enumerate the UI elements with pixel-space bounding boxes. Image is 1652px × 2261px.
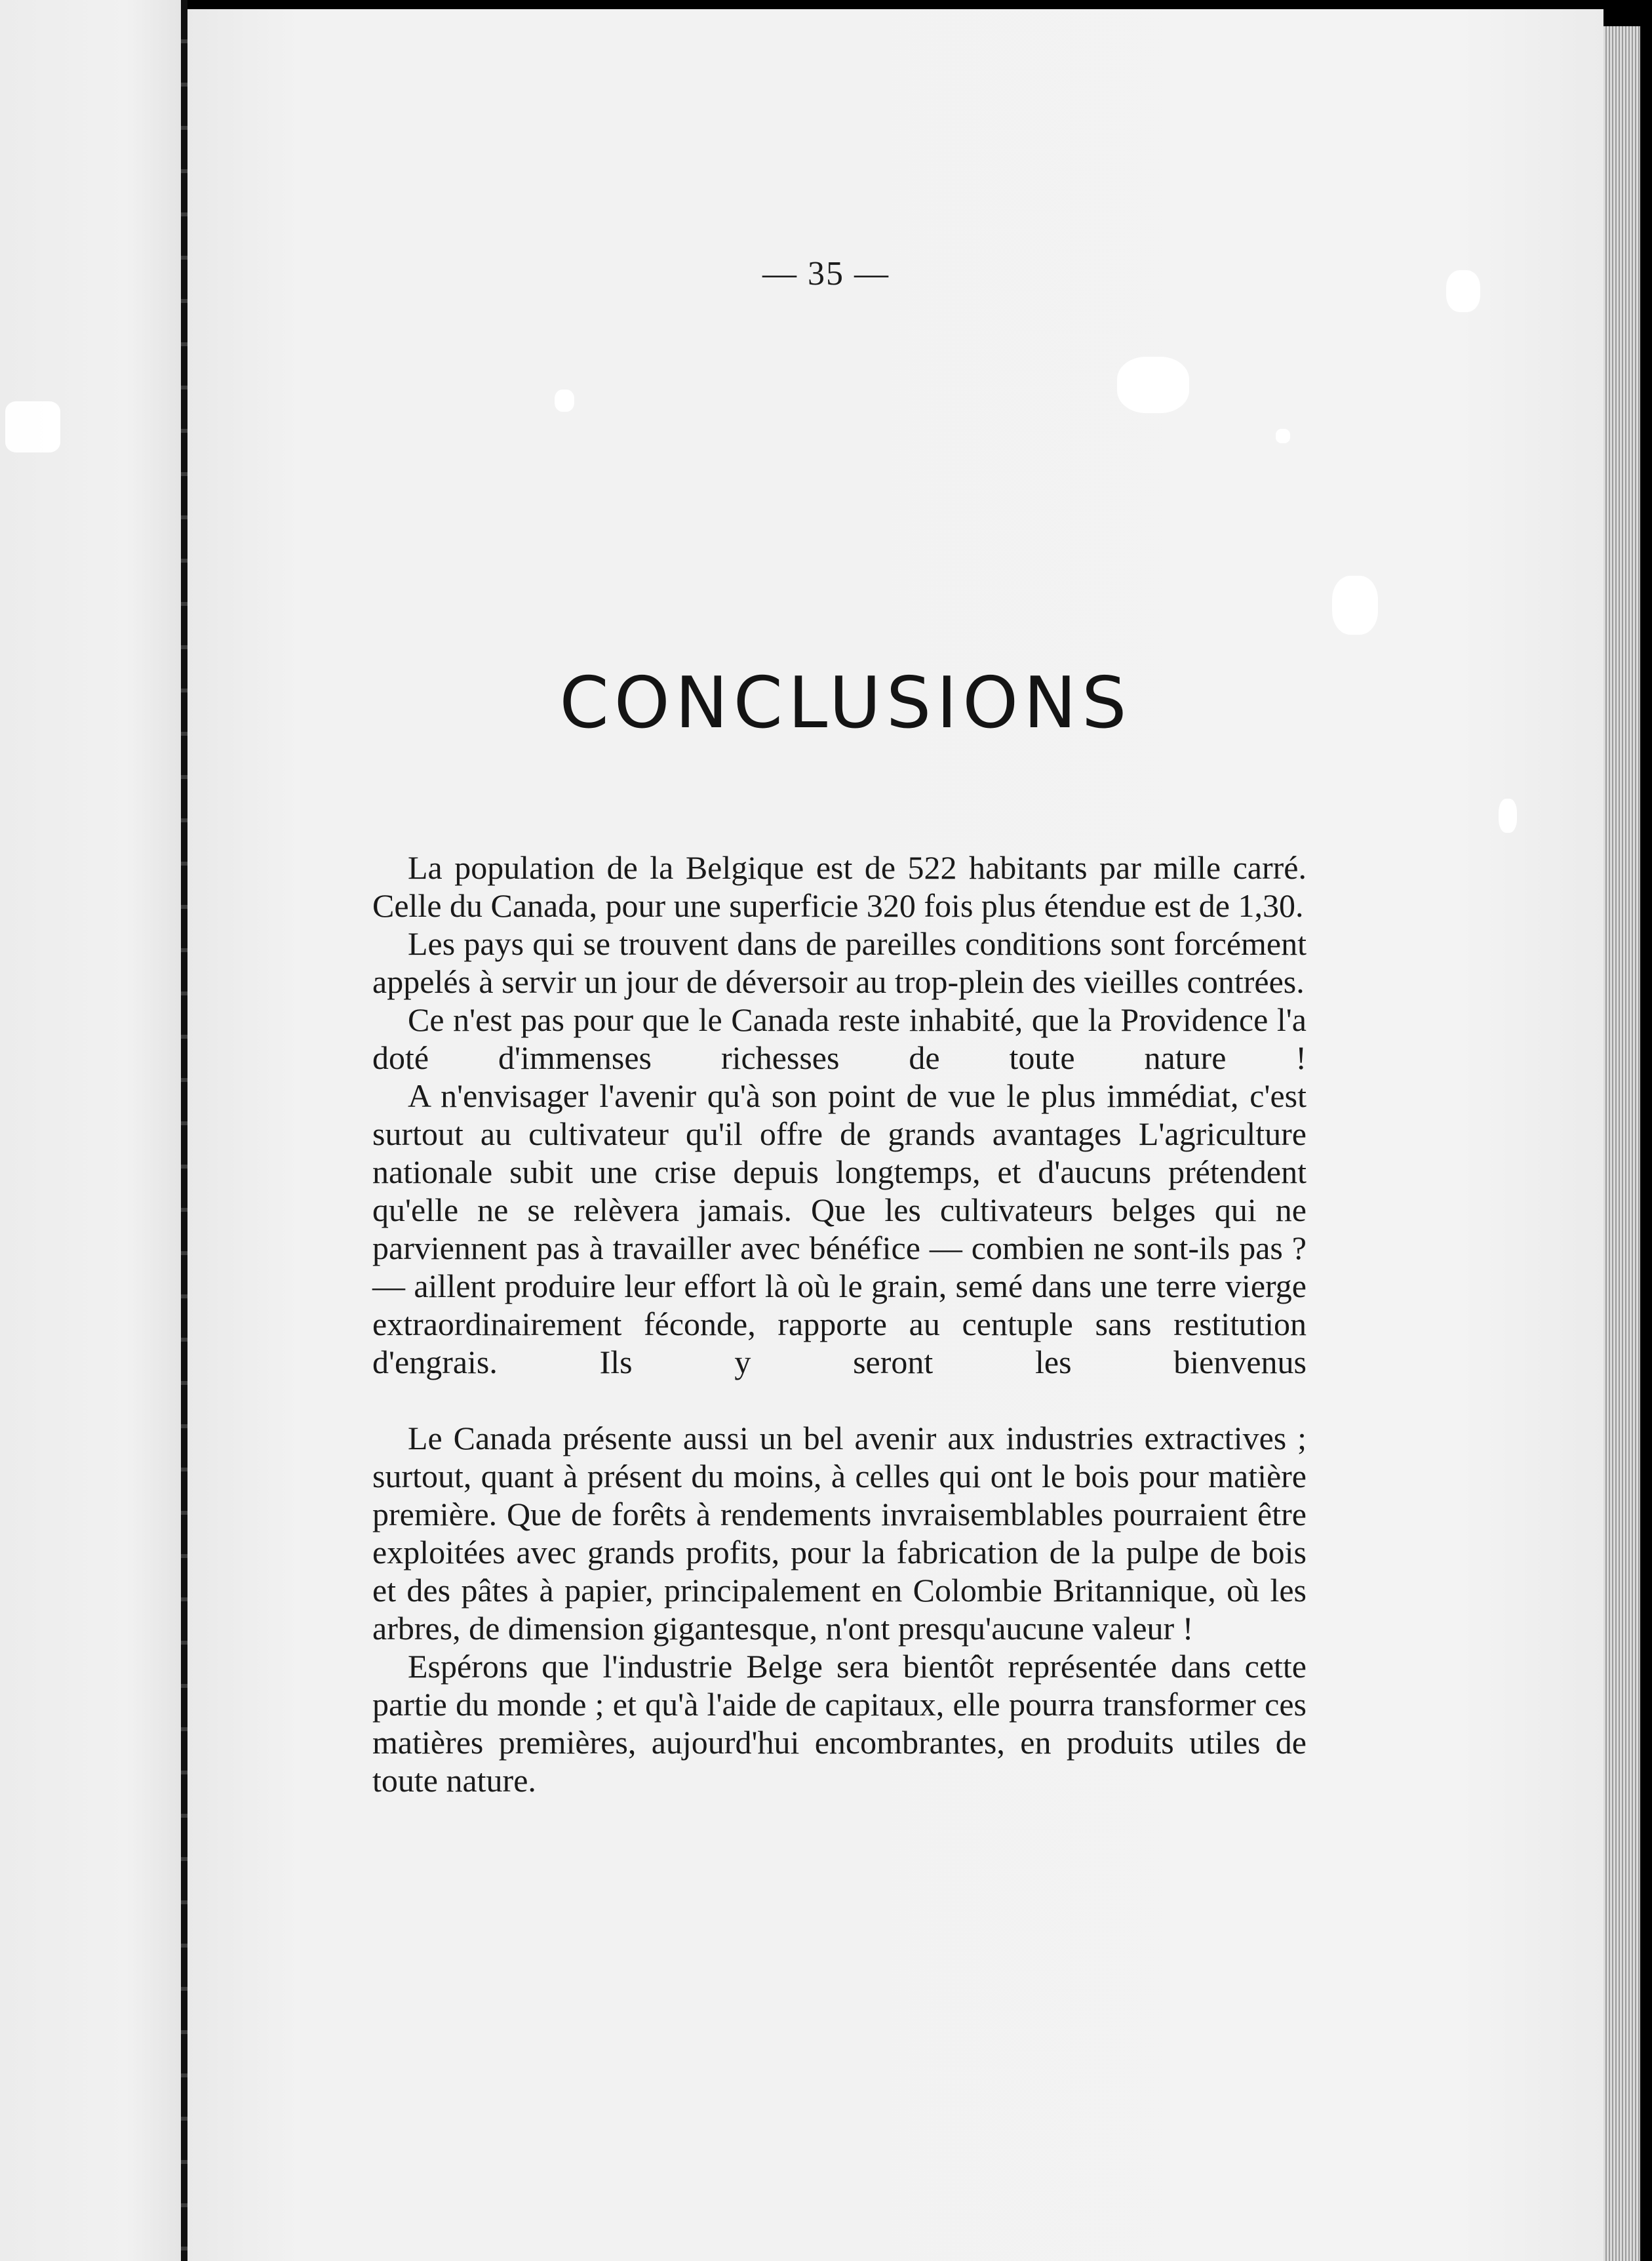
paper-blemish — [1117, 357, 1189, 413]
paper-blemish — [1332, 576, 1378, 635]
binding-gutter — [181, 0, 187, 2261]
paragraph: Ce n'est pas pour que le Canada reste inhabité, que la Providence l'a doté d'immenses richesses de toute nature ! — [372, 1001, 1307, 1076]
paper-blemish — [1276, 429, 1290, 443]
paragraph: A n'envisager l'avenir qu'à son point de vue le plus immédiat, c'est surtout au cultivateur qu'il offre de grands avantages L'agriculture nationale subit une crise depuis longtemps, et d'aucuns prétendent qu'elle ne se relèvera jamais. Que les cultivateurs belges qui ne parviennent pas à travailler avec bénéfice — combien ne sont-ils pas ? — aillent produire leur effort là où le grain, semé dans une terre vierge extraordinairement féconde, rapporte au centuple sans restitution d'engrais. Ils y seront les bienvenus — [372, 1077, 1307, 1380]
paragraph: Le Canada présente aussi un bel avenir aux industries extractives ; surtout, quant à présent du moins, à celles qui ont le bois pour matière première. Que de forêts à rendements invraisemblables pourraient être exploitées avec grands profits, pour la fabrication de la pulpe de bois et des pâtes à papier, principalement en Colombie Britannique, où les arbres, de dimension gigantesque, n'ont presqu'aucune valeur ! — [372, 1420, 1307, 1647]
paragraph: La population de la Belgique est de 522 habitants par mille carré. Celle du Canada, pour une superficie 320 fois plus étendue est de 1,30. — [372, 849, 1307, 924]
paragraph: Les pays qui se trouvent dans de pareilles conditions sont forcément appelés à servir un jour de déversoir au trop-plein des vieilles contrées. — [372, 925, 1307, 1000]
paragraph: Espérons que l'industrie Belge sera bientôt représentée dans cette partie du monde ; et qu'à l'aide de capitaux, elle pourra transformer ces matières premières, aujourd'hui encombrantes, en produits utiles de toute nature. — [372, 1648, 1307, 1799]
facing-page-edge — [0, 0, 181, 2261]
paper-blemish — [1499, 799, 1517, 833]
paper-blemish — [5, 401, 60, 452]
body-text — [372, 849, 1307, 1799]
page-number: — 35 — — [762, 255, 890, 292]
page-stack-edge — [1603, 26, 1640, 2261]
paper-blemish — [555, 390, 574, 412]
page-title: CONCLUSIONS — [559, 662, 1132, 744]
